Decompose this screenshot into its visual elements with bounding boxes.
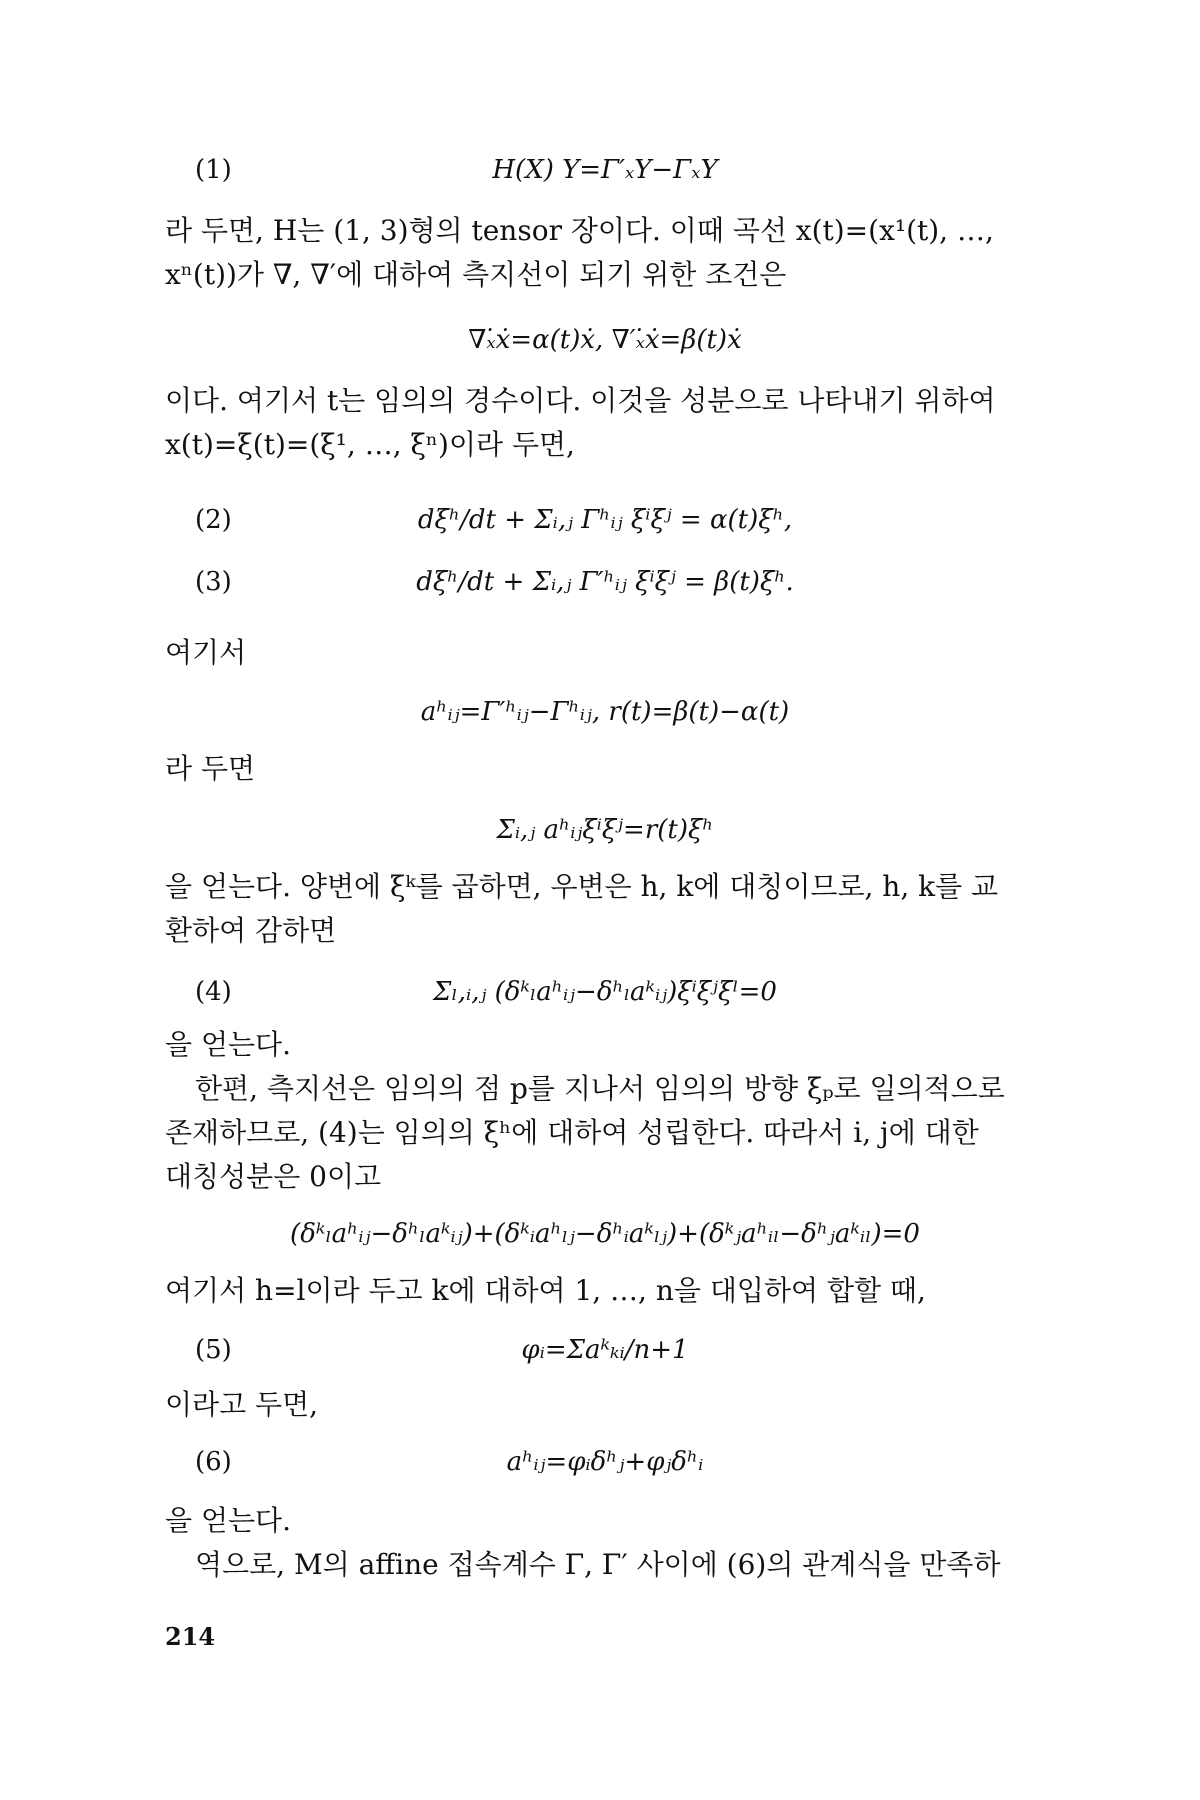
text-line: 라 두면 <box>165 752 256 785</box>
equation-number: (5) <box>195 1335 232 1365</box>
equation-number: (3) <box>195 567 232 597</box>
text-line: 역으로, M의 affine 접속계수 Γ, Γ′ 사이에 (6)의 관계식을 만족하 <box>195 1548 1001 1581</box>
equation-2 <box>165 498 1045 542</box>
text-line: 이다. 여기서 t는 임의의 경수이다. 이것을 성분으로 나타내기 위하여 <box>165 384 996 417</box>
text-line: x(t)=ξ(t)=(ξ¹, …, ξⁿ)이라 두면, <box>165 428 575 461</box>
equation-number: (2) <box>195 505 232 535</box>
equation-body: Σₗ,ᵢ,ⱼ (δᵏₗaʰᵢⱼ−δʰₗaᵏᵢⱼ)ξⁱξʲξˡ=0 <box>433 977 777 1007</box>
equation-6 <box>165 1440 1045 1484</box>
equation-4 <box>165 970 1045 1014</box>
text-line: 여기서 <box>165 636 247 669</box>
text-line: 라 두면, H는 (1, 3)형의 tensor 장이다. 이때 곡선 x(t)=(x¹(t), …, <box>165 214 994 247</box>
text-line: xⁿ(t))가 ∇, ∇′에 대하여 측지선이 되기 위한 조건은 <box>165 258 787 291</box>
equation-body: aʰᵢⱼ=φᵢδʰⱼ+φⱼδʰᵢ <box>506 1447 704 1477</box>
equation-a-definition <box>165 690 1045 734</box>
equation-symmetric <box>165 1212 1045 1256</box>
text-line: 환하여 감하면 <box>165 914 337 947</box>
equation-body: dξʰ/dt + Σᵢ,ⱼ Γʰᵢⱼ ξⁱξʲ = α(t)ξʰ, <box>417 505 793 535</box>
text-line: 대칭성분은 0이고 <box>165 1160 382 1193</box>
equation-sum <box>165 808 1045 852</box>
text-line: 한편, 측지선은 임의의 점 p를 지나서 임의의 방향 ξₚ로 일의적으로 <box>195 1072 1005 1105</box>
page-number: 214 <box>165 1622 216 1651</box>
equation-body: (δᵏₗaʰᵢⱼ−δʰₗaᵏᵢⱼ)+(δᵏᵢaʰₗⱼ−δʰᵢaᵏₗⱼ)+(δᵏⱼaʰᵢₗ−δʰⱼaᵏᵢₗ)=0 <box>290 1219 920 1249</box>
text-line: 존재하므로, (4)는 임의의 ξʰ에 대하여 성립한다. 따라서 i, j에 대한 <box>165 1116 979 1149</box>
equation-body: H(X) Y=Γ′ₓY−ΓₓY <box>492 155 718 185</box>
text-line: 을 얻는다. 양변에 ξᵏ를 곱하면, 우변은 h, k에 대칭이므로, h, k를 교 <box>165 870 999 903</box>
text-line: 을 얻는다. <box>165 1504 291 1537</box>
equation-body: Σᵢ,ⱼ aʰᵢⱼξⁱξʲ=r(t)ξʰ <box>496 815 714 845</box>
equation-1 <box>165 148 1045 192</box>
text-line: 을 얻는다. <box>165 1028 291 1061</box>
equation-body: φᵢ=Σaᵏₖᵢ/n+1 <box>521 1335 689 1365</box>
equation-5 <box>165 1328 1045 1372</box>
equation-number: (1) <box>195 155 232 185</box>
equation-body: aʰᵢⱼ=Γ′ʰᵢⱼ−Γʰᵢⱼ, r(t)=β(t)−α(t) <box>420 697 790 727</box>
equation-geodesic <box>165 318 1045 362</box>
equation-number: (6) <box>195 1447 232 1477</box>
equation-3 <box>165 560 1045 604</box>
equation-number: (4) <box>195 977 232 1007</box>
equation-body: ∇ₓ̇ẋ=α(t)ẋ, ∇′ₓ̇ẋ=β(t)ẋ <box>468 325 742 355</box>
equation-body: dξʰ/dt + Σᵢ,ⱼ Γ′ʰᵢⱼ ξⁱξʲ = β(t)ξʰ. <box>416 567 794 597</box>
text-line: 이라고 두면, <box>165 1388 319 1421</box>
text-line: 여기서 h=l이라 두고 k에 대하여 1, …, n을 대입하여 합할 때, <box>165 1274 926 1307</box>
